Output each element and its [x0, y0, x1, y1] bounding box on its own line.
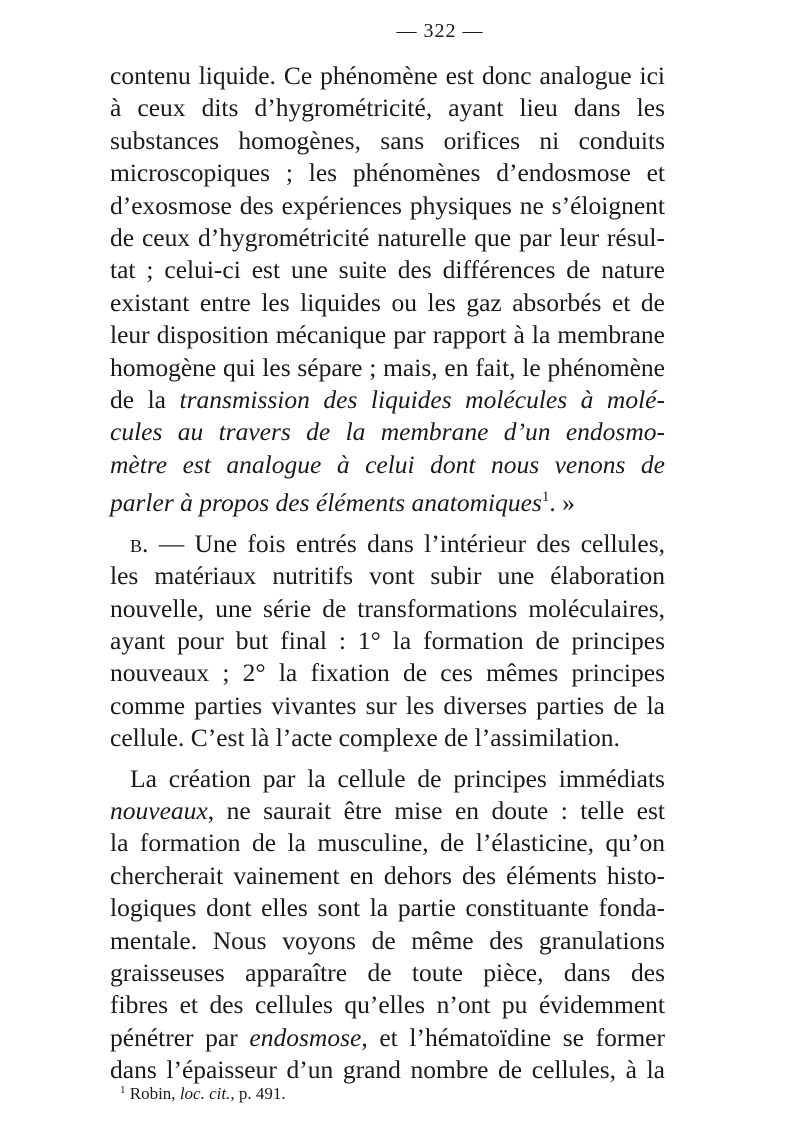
text-line: nouvelle, une série de transformations moléculaires, [110, 593, 665, 623]
italic-text: transmission des liquides molécules à molé- [179, 385, 665, 415]
text-segment: , et l’hématoïdine se former [361, 1022, 665, 1052]
italic-text: nouveaux [110, 795, 208, 825]
page-number: — 322 — [396, 20, 484, 42]
italic-line: cules au travers de la membrane d’un endosmo- [110, 417, 665, 447]
text-line: chercherait vainement en dehors des éléments histo- [110, 860, 665, 890]
text-segment: , ne saurait être mise en doute : telle est [207, 795, 665, 825]
text-line: la formation de la musculine, de l’élasticine, qu’on [110, 828, 665, 858]
text-line: cellule. C’est là l’acte complexe de l’assimilation. [110, 723, 620, 753]
section-label: b. [130, 528, 149, 558]
text-line: microscopiques ; les phénomènes d’endosmose et [110, 158, 665, 188]
italic-text: endosmose [249, 1022, 362, 1052]
text-segment: — Une fois entrés dans l’intérieur des cellules, [148, 528, 665, 558]
text-line: existant entre les liquides ou les gaz absorbés et de [110, 287, 665, 317]
text-line: de ceux d’hygrométricité naturelle que par leur résul- [110, 223, 665, 253]
footnote-page: , p. 491. [230, 1084, 286, 1103]
text-line [110, 1022, 665, 1054]
text-line: contenu liquide. Ce phénomène est donc analogue ici [110, 61, 665, 90]
paragraph-1 [110, 60, 665, 520]
italic-line: mètre est analogue à celui dont nous venons de [110, 449, 665, 479]
text-line: comme parties vivantes sur les diverses parties de la [110, 690, 665, 720]
footnote-marker: 1 [120, 1084, 126, 1096]
text-line: graisseuses apparaître de toute pièce, dans des [110, 957, 665, 987]
footnote-author: Robin, [125, 1084, 180, 1103]
text-line [110, 795, 665, 827]
text-line: mentale. Nous voyons de même des granulations [110, 925, 665, 955]
footnote-ref: 1 [541, 489, 550, 506]
text-line: à ceux dits d’hygrométricité, ayant lieu dans les [110, 93, 665, 123]
text-line: nouveaux ; 2° la fixation de ces mêmes principes [110, 658, 665, 688]
italic-text: parler à propos des éléments anatomiques [110, 488, 542, 518]
text-segment: de la [110, 385, 180, 415]
text-line: dans l’épaisseur d’un grand nombre de cellules, à la [110, 1055, 665, 1085]
text-line [110, 384, 665, 416]
text-line: les matériaux nutritifs vont subir une élaboration [110, 561, 665, 591]
text-line: La création par la cellule de principes immédiats [130, 763, 665, 793]
text-line: ayant pour but final : 1° la formation de principes [110, 625, 665, 655]
body-text [110, 60, 665, 1087]
text-line [110, 481, 665, 519]
text-segment: pénétrer par [110, 1022, 250, 1052]
paragraph-2 [110, 528, 665, 755]
footnote-reference: loc. cit. [179, 1084, 231, 1103]
text-line: d’exosmose des expériences physiques ne s’éloignent [110, 190, 665, 220]
text-line: fibres et des cellules qu’elles n’ont pu évidemment [110, 990, 665, 1020]
text-line: tat ; celui-ci est une suite des différences de nature [110, 255, 665, 285]
footnote [120, 1080, 286, 1104]
text-line: logiques dont elles sont la partie constituante fonda- [110, 893, 665, 923]
paragraph-3 [110, 763, 665, 1087]
text-line: leur disposition mécanique par rapport à la membrane [110, 320, 665, 350]
text-line: homogène qui les sépare ; mais, en fait, le phénomène [110, 352, 665, 382]
text-line [110, 528, 665, 560]
text-line: substances homogènes, sans orifices ni conduits [110, 125, 665, 155]
text-segment: . » [549, 488, 575, 518]
